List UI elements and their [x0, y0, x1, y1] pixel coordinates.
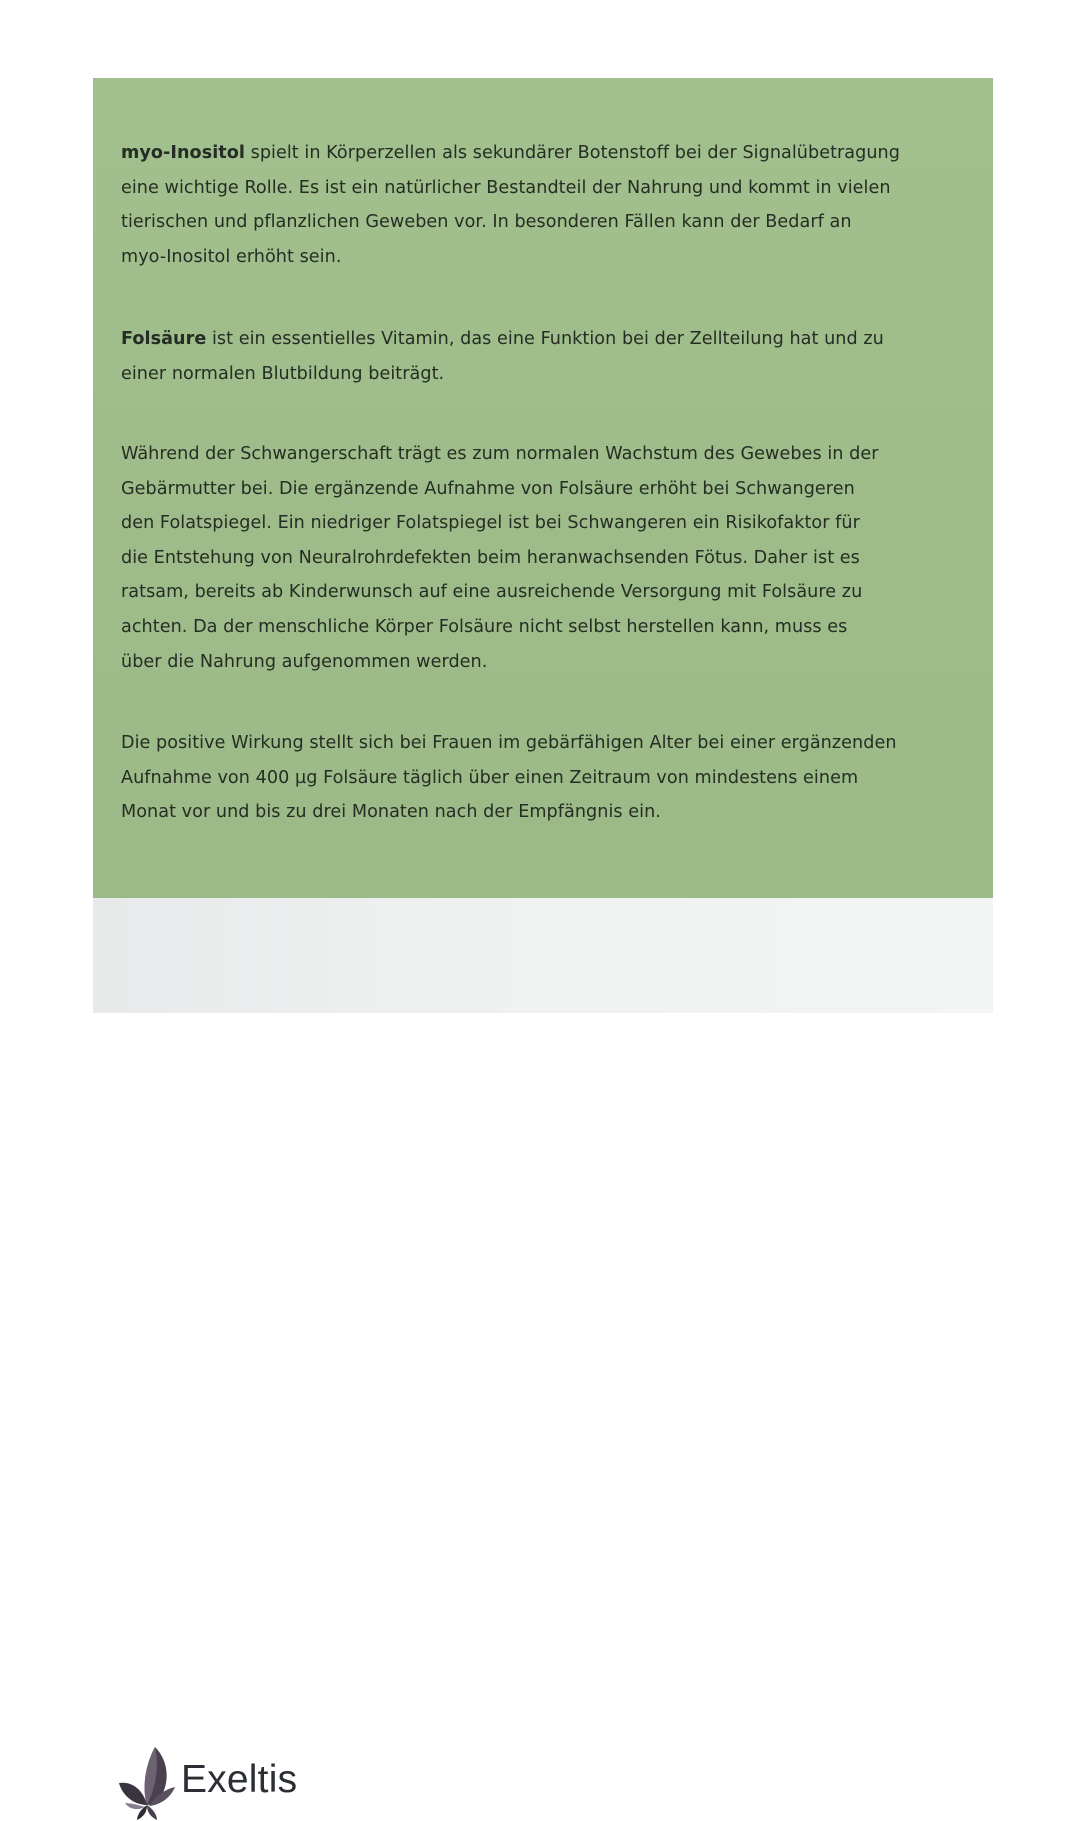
paragraph-myo-inositol: [121, 136, 900, 274]
text-line: achten. Da der menschliche Körper Folsäure nicht selbst herstellen kann, muss es: [121, 616, 848, 637]
paragraph-positive-wirkung: [121, 726, 897, 830]
text-line: über die Nahrung aufgenommen werden.: [121, 651, 488, 672]
text-line: Monat vor und bis zu drei Monaten nach der Empfängnis ein.: [121, 802, 661, 823]
text-line: den Folatspiegel. Ein niedriger Folatspiegel ist bei Schwangeren ein Risikofaktor für: [121, 513, 860, 534]
text-line: myo-Inositol spielt in Körperzellen als sekundärer Botenstoff bei der Signalübetragung: [121, 143, 900, 163]
text-line: Die positive Wirkung stellt sich bei Frauen im gebärfähigen Alter bei einer ergänzenden: [121, 733, 897, 753]
term-myo-inositol: myo-Inositol: [121, 143, 245, 163]
text-line: die Entstehung von Neuralrohrdefekten beim heranwachsenden Fötus. Daher ist es: [121, 547, 860, 568]
text-line: myo-Inositol erhöht sein.: [121, 246, 342, 267]
text-line: Folsäure ist ein essentielles Vitamin, das eine Funktion bei der Zellteilung hat und zu: [121, 329, 884, 349]
brand-band: [93, 898, 993, 1801]
term-folsaeure: Folsäure: [121, 329, 207, 349]
paragraph-schwangerschaft: [121, 437, 878, 679]
info-text-area: [93, 78, 993, 898]
text-line: tierischen und pflanzlichen Geweben vor. In besonderen Fällen kann der Bedarf an: [121, 212, 852, 233]
brand-name: Exeltis: [181, 1758, 298, 1801]
package-panel: [93, 78, 993, 1801]
text-line: ratsam, bereits ab Kinderwunsch auf eine ausreichende Versorgung mit Folsäure zu: [121, 582, 863, 603]
lotus-leaf-icon: [117, 1743, 177, 1821]
text-line: Aufnahme von 400 µg Folsäure täglich über einen Zeitraum von mindestens einem: [121, 767, 859, 788]
text-line: Gebärmutter bei. Die ergänzende Aufnahme von Folsäure erhöht bei Schwangeren: [121, 478, 855, 499]
text-line: einer normalen Blutbildung beiträgt.: [121, 363, 445, 384]
paragraph-folsaeure: [121, 322, 884, 391]
text-line: eine wichtige Rolle. Es ist ein natürlicher Bestandteil der Nahrung und kommt in vielen: [121, 177, 891, 198]
text-line: Während der Schwangerschaft trägt es zum normalen Wachstum des Gewebes in der: [121, 444, 879, 464]
